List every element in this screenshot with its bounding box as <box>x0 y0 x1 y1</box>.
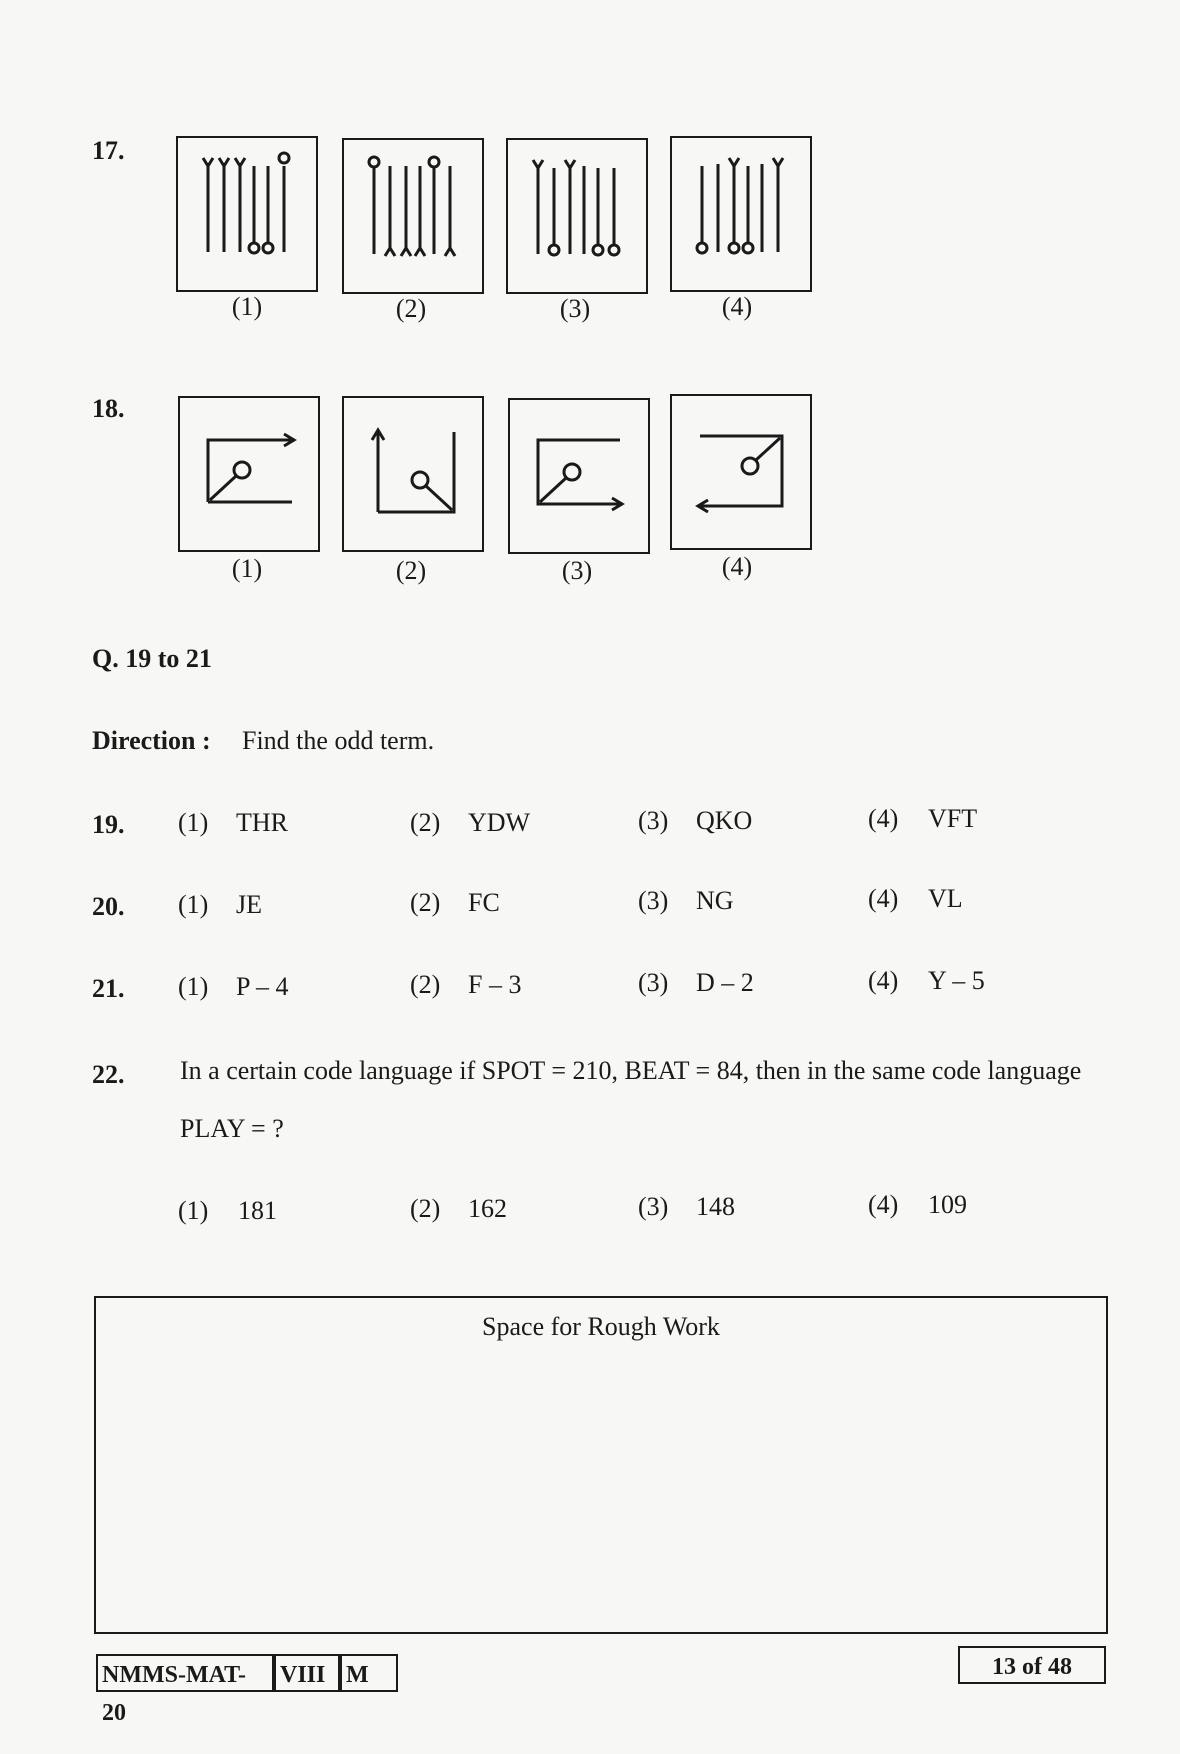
q22-option-2-number[interactable]: (2) <box>410 1194 441 1223</box>
q18-label-1: (1) <box>231 554 263 583</box>
rough-work-area[interactable] <box>94 1296 1108 1634</box>
rough-work-title: Space for Rough Work <box>482 1312 720 1341</box>
q19-option-1-text[interactable]: THR <box>236 808 288 837</box>
q21-option-4-number[interactable]: (4) <box>868 966 899 995</box>
q17-figure-2-drawing <box>350 146 472 282</box>
q22-option-1-text[interactable]: 181 <box>238 1196 277 1225</box>
q21-option-1-text[interactable]: P – 4 <box>236 972 289 1001</box>
section-heading: Q. 19 to 21 <box>92 644 212 673</box>
q18-label-3: (3) <box>561 556 593 585</box>
q20-option-1-text[interactable]: JE <box>236 890 262 919</box>
q18-figure-3-drawing <box>516 406 638 542</box>
q18-figure-4[interactable] <box>670 394 812 550</box>
q18-label-2: (2) <box>395 556 427 585</box>
question-number-22: 22. <box>92 1060 125 1089</box>
q22-text-line-2: PLAY = ? <box>180 1114 284 1143</box>
q19-option-3-text[interactable]: QKO <box>696 806 753 835</box>
q21-option-3-number[interactable]: (3) <box>638 968 669 997</box>
q17-label-1: (1) <box>231 292 263 321</box>
q20-option-4-number[interactable]: (4) <box>868 884 899 913</box>
q18-figure-2[interactable] <box>342 396 484 552</box>
q20-option-2-number[interactable]: (2) <box>410 888 441 917</box>
q19-option-2-text[interactable]: YDW <box>468 808 531 837</box>
q17-figure-4[interactable] <box>670 136 812 292</box>
q19-option-3-number[interactable]: (3) <box>638 806 669 835</box>
q21-option-2-text[interactable]: F – 3 <box>468 970 522 999</box>
q18-label-4: (4) <box>721 552 753 581</box>
q17-label-2: (2) <box>395 294 427 323</box>
q18-figure-1-drawing <box>186 404 308 540</box>
q17-figure-1-drawing <box>184 144 306 280</box>
question-number-17: 17. <box>92 136 125 165</box>
footer-class: VIII <box>274 1654 340 1692</box>
q22-option-4-text[interactable]: 109 <box>928 1190 967 1219</box>
q17-label-3: (3) <box>559 294 591 323</box>
footer-exam-code: NMMS-MAT-20 <box>96 1654 274 1692</box>
q17-figure-3-drawing <box>514 146 636 282</box>
q20-option-2-text[interactable]: FC <box>468 888 500 917</box>
question-number-18: 18. <box>92 394 125 423</box>
q22-option-2-text[interactable]: 162 <box>468 1194 507 1223</box>
q21-option-3-text[interactable]: D – 2 <box>696 968 754 997</box>
q18-figure-1[interactable] <box>178 396 320 552</box>
q21-option-2-number[interactable]: (2) <box>410 970 441 999</box>
q18-figure-2-drawing <box>350 404 472 540</box>
footer-medium: M <box>340 1654 398 1692</box>
q22-option-3-number[interactable]: (3) <box>638 1192 669 1221</box>
question-number-19: 19. <box>92 810 125 839</box>
q20-option-1-number[interactable]: (1) <box>178 890 209 919</box>
direction-label: Direction : <box>92 726 211 755</box>
q17-label-4: (4) <box>721 292 753 321</box>
q17-figure-2[interactable] <box>342 138 484 294</box>
q20-option-4-text[interactable]: VL <box>928 884 963 913</box>
q22-option-3-text[interactable]: 148 <box>696 1192 735 1221</box>
question-number-21: 21. <box>92 974 125 1003</box>
footer-page-number: 13 of 48 <box>958 1646 1106 1684</box>
q19-option-1-number[interactable]: (1) <box>178 808 209 837</box>
q18-figure-4-drawing <box>678 402 800 538</box>
q21-option-4-text[interactable]: Y – 5 <box>928 966 985 995</box>
q19-option-4-text[interactable]: VFT <box>928 804 978 833</box>
direction-text: Find the odd term. <box>242 726 435 755</box>
q22-option-1-number[interactable]: (1) <box>178 1196 209 1225</box>
q22-option-4-number[interactable]: (4) <box>868 1190 899 1219</box>
q17-figure-4-drawing <box>678 144 800 280</box>
q20-option-3-text[interactable]: NG <box>696 886 734 915</box>
question-number-20: 20. <box>92 892 125 921</box>
q17-figure-3[interactable] <box>506 138 648 294</box>
q19-option-4-number[interactable]: (4) <box>868 804 899 833</box>
q22-text-line-1: In a certain code language if SPOT = 210, BEAT = 84, then in the same code language <box>180 1056 1082 1085</box>
q19-option-2-number[interactable]: (2) <box>410 808 441 837</box>
q21-option-1-number[interactable]: (1) <box>178 972 209 1001</box>
q18-figure-3[interactable] <box>508 398 650 554</box>
q17-figure-1[interactable] <box>176 136 318 292</box>
q20-option-3-number[interactable]: (3) <box>638 886 669 915</box>
